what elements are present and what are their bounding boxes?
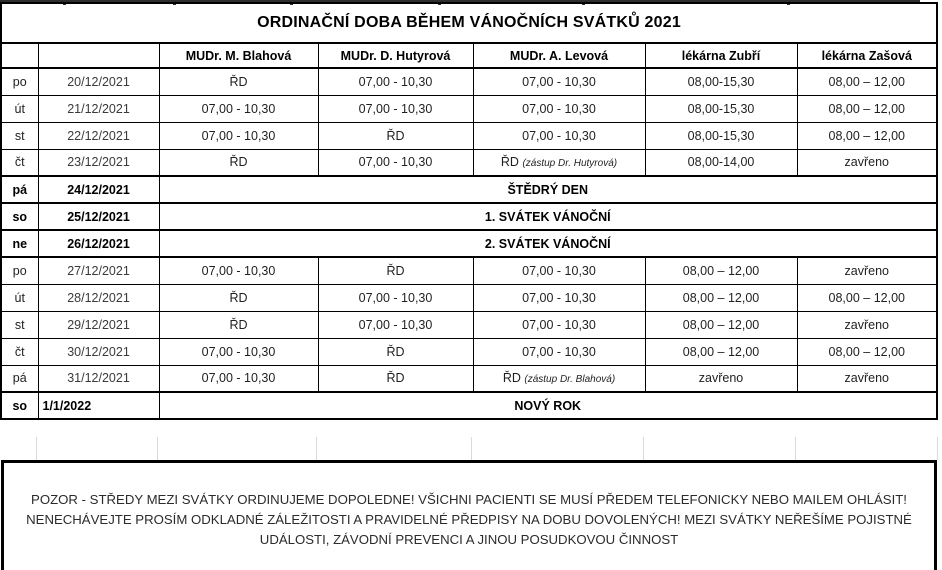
day-cell: st bbox=[1, 311, 38, 338]
hours-cell: 07,00 - 10,30 bbox=[473, 338, 645, 365]
empty-row bbox=[0, 437, 938, 460]
table-row bbox=[1, 176, 937, 203]
hours-cell-substitute: ŘD (zástup Dr. Hutyrová) bbox=[473, 149, 645, 176]
day-cell: so bbox=[1, 392, 38, 419]
hours-cell: 07,00 - 10,30 bbox=[159, 365, 318, 392]
hours-cell: ŘD bbox=[318, 122, 473, 149]
empty-cell bbox=[158, 437, 317, 460]
notice-text: POZOR - STŘEDY MEZI SVÁTKY ORDINUJEME DOPOLEDNE! VŠICHNI PACIENTI SE MUSÍ PŘEDEM TELEFONICKY NEBO MAILEM OHLÁSIT! NENECHÁVEJTE PROSÍM ODKLADNÉ ZÁLEŽITOSTI A PRAVIDELNÉ PŘEDPISY NA DOBU DOVOLENÝCH! MEZI SVÁTKY NEŘEŠÍME POJISTNÉ UDÁLOSTI, ZÁVODNÍ PREVENCI A JINOU POSUDKOVOU ČINNOST bbox=[26, 492, 912, 547]
hours-cell: 07,00 - 10,30 bbox=[318, 95, 473, 122]
hours-cell: 07,00 - 10,30 bbox=[159, 95, 318, 122]
page-title: ORDINAČNÍ DOBA BĚHEM VÁNOČNÍCH SVÁTKŮ 2021 bbox=[1, 3, 937, 43]
table-row bbox=[1, 392, 937, 419]
date-cell: 20/12/2021 bbox=[38, 68, 159, 95]
hours-cell: 08,00 – 12,00 bbox=[797, 284, 937, 311]
hours-cell: ŘD bbox=[318, 365, 473, 392]
header-doctor-levova: MUDr. A. Levová bbox=[473, 43, 645, 68]
header-row bbox=[1, 43, 937, 68]
date-cell: 30/12/2021 bbox=[38, 338, 159, 365]
table-row bbox=[1, 284, 937, 311]
date-cell: 22/12/2021 bbox=[38, 122, 159, 149]
hours-cell: ŘD bbox=[159, 68, 318, 95]
date-cell: 21/12/2021 bbox=[38, 95, 159, 122]
holiday-label: ŠTĚDRÝ DEN bbox=[159, 176, 937, 203]
date-cell: 31/12/2021 bbox=[38, 365, 159, 392]
substitute-note: (zástup Dr. Blahová) bbox=[524, 374, 616, 386]
empty-cell bbox=[472, 437, 644, 460]
day-cell: čt bbox=[1, 149, 38, 176]
header-doctor-blahova: MUDr. M. Blahová bbox=[159, 43, 318, 68]
empty-cell bbox=[796, 437, 938, 460]
hours-cell: 08,00-15,30 bbox=[645, 68, 797, 95]
hours-cell: 07,00 - 10,30 bbox=[318, 149, 473, 176]
hours-cell: 07,00 - 10,30 bbox=[159, 338, 318, 365]
day-cell: st bbox=[1, 122, 38, 149]
header-day bbox=[1, 43, 38, 68]
hours-cell: 07,00 - 10,30 bbox=[473, 122, 645, 149]
hours-cell: 07,00 - 10,30 bbox=[318, 68, 473, 95]
date-cell: 23/12/2021 bbox=[38, 149, 159, 176]
day-cell: po bbox=[1, 257, 38, 284]
hours-cell: ŘD bbox=[318, 257, 473, 284]
hours-cell: ŘD bbox=[159, 284, 318, 311]
day-cell: čt bbox=[1, 338, 38, 365]
date-cell: 28/12/2021 bbox=[38, 284, 159, 311]
hours-cell: 08,00-15,30 bbox=[645, 122, 797, 149]
holiday-label: NOVÝ ROK bbox=[159, 392, 937, 419]
hours-cell-substitute: ŘD (zástup Dr. Blahová) bbox=[473, 365, 645, 392]
table-row bbox=[1, 122, 937, 149]
holiday-label: 2. SVÁTEK VÁNOČNÍ bbox=[159, 230, 937, 257]
header-pharmacy-zubri: lékárna Zubří bbox=[645, 43, 797, 68]
empty-cell bbox=[0, 437, 37, 460]
hours-cell: zavřeno bbox=[797, 365, 937, 392]
date-cell: 25/12/2021 bbox=[38, 203, 159, 230]
hours-cell: 08,00 – 12,00 bbox=[645, 311, 797, 338]
hours-cell: 08,00 – 12,00 bbox=[797, 122, 937, 149]
table-row bbox=[1, 95, 937, 122]
header-doctor-hutyrova: MUDr. D. Hutyrová bbox=[318, 43, 473, 68]
date-cell: 24/12/2021 bbox=[38, 176, 159, 203]
date-cell: 26/12/2021 bbox=[38, 230, 159, 257]
title-row bbox=[1, 3, 937, 43]
empty-cell bbox=[37, 437, 158, 460]
day-cell: so bbox=[1, 203, 38, 230]
hours-cell: 07,00 - 10,30 bbox=[473, 257, 645, 284]
header-date bbox=[38, 43, 159, 68]
hours-cell: zavřeno bbox=[797, 311, 937, 338]
day-cell: út bbox=[1, 95, 38, 122]
hours-cell: 08,00 – 12,00 bbox=[797, 68, 937, 95]
day-cell: po bbox=[1, 68, 38, 95]
hours-cell: 07,00 - 10,30 bbox=[473, 284, 645, 311]
table-row bbox=[1, 68, 937, 95]
empty-cell bbox=[317, 437, 472, 460]
date-cell: 29/12/2021 bbox=[38, 311, 159, 338]
hours-cell: ŘD bbox=[159, 311, 318, 338]
table-row bbox=[1, 365, 937, 392]
day-cell: ne bbox=[1, 230, 38, 257]
hours-cell: 07,00 - 10,30 bbox=[159, 122, 318, 149]
day-cell: pá bbox=[1, 365, 38, 392]
hours-cell: ŘD bbox=[159, 149, 318, 176]
hours-cell: 07,00 - 10,30 bbox=[318, 311, 473, 338]
holiday-label: 1. SVÁTEK VÁNOČNÍ bbox=[159, 203, 937, 230]
hours-cell: 08,00 – 12,00 bbox=[645, 338, 797, 365]
hours-cell: 07,00 - 10,30 bbox=[473, 68, 645, 95]
hours-cell: 08,00-15,30 bbox=[645, 95, 797, 122]
day-cell: pá bbox=[1, 176, 38, 203]
header-pharmacy-zasova: lékárna Zašová bbox=[797, 43, 937, 68]
hours-cell: 07,00 - 10,30 bbox=[318, 284, 473, 311]
day-cell: út bbox=[1, 284, 38, 311]
hours-cell: 07,00 - 10,30 bbox=[473, 311, 645, 338]
hours-cell: 08,00 – 12,00 bbox=[645, 257, 797, 284]
hours-cell: ŘD bbox=[318, 338, 473, 365]
date-cell: 1/1/2022 bbox=[38, 392, 159, 419]
schedule-table bbox=[0, 2, 938, 420]
notice-box bbox=[1, 460, 937, 570]
date-cell: 27/12/2021 bbox=[38, 257, 159, 284]
hours-cell: 08,00-14,00 bbox=[645, 149, 797, 176]
hours-cell: zavřeno bbox=[797, 149, 937, 176]
table-row bbox=[1, 149, 937, 176]
hours-cell: 07,00 - 10,30 bbox=[159, 257, 318, 284]
table-row bbox=[1, 203, 937, 230]
hours-cell: 08,00 – 12,00 bbox=[797, 95, 937, 122]
hours-cell: zavřeno bbox=[645, 365, 797, 392]
hours-cell: zavřeno bbox=[797, 257, 937, 284]
substitute-note: (zástup Dr. Hutyrová) bbox=[522, 158, 618, 170]
empty-cell bbox=[644, 437, 796, 460]
table-row bbox=[1, 257, 937, 284]
table-row bbox=[1, 338, 937, 365]
table-row bbox=[1, 230, 937, 257]
hours-cell: 08,00 – 12,00 bbox=[645, 284, 797, 311]
hours-cell: 07,00 - 10,30 bbox=[473, 95, 645, 122]
hours-cell: 08,00 – 12,00 bbox=[797, 338, 937, 365]
table-row bbox=[1, 311, 937, 338]
